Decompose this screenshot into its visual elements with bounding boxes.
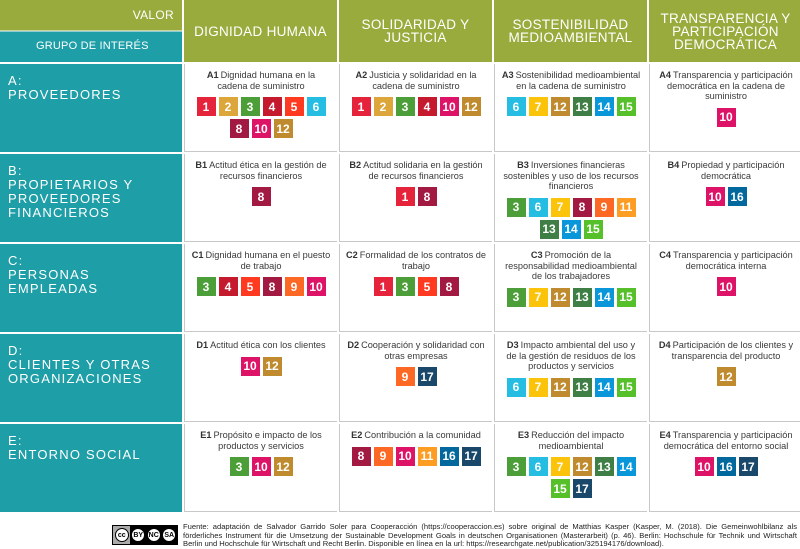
row-letter: B: [8,163,23,178]
cell-code: D2 [347,340,360,350]
sdg-badge-11: 11 [418,447,437,466]
cell-title [495,340,647,372]
cell-text: Propiedad y participación democrática [681,160,785,181]
cell-code: C1 [191,250,204,260]
sdg-badge-12: 12 [274,119,293,138]
cell-text: Impacto ambiental del uso y de la gestión de residuos de los productos y servicios [506,340,636,371]
cell-title [190,340,331,351]
sdg-badge-10: 10 [717,277,736,296]
cell-text: Sostenibilidad medioambiental en la cadena de suministro [515,70,641,91]
sdg-badge-7: 7 [551,457,570,476]
nc-icon: NC [148,529,160,541]
cell-code: A3 [501,70,514,80]
cell-code: A1 [206,70,219,80]
sdg-badge-group [185,97,337,138]
sdg-badge-group [392,367,441,386]
cell-c3 [494,244,647,332]
sdg-badge-10: 10 [706,187,725,206]
sdg-badge-10: 10 [241,357,260,376]
cell-title [495,250,647,282]
footer [0,522,800,549]
cell-title [340,70,492,91]
sdg-badge-group [370,277,463,296]
sdg-badge-8: 8 [252,187,271,206]
cell-title [185,70,337,91]
cell-title [495,70,647,91]
cell-code: E3 [517,430,530,440]
sdg-badge-3: 3 [197,277,216,296]
sdg-badge-3: 3 [241,97,260,116]
sdg-badge-2: 2 [219,97,238,116]
sdg-badge-11: 11 [617,198,636,217]
sdg-badge-6: 6 [529,198,548,217]
cell-text: Reducción del impacto medioambiental [531,430,625,451]
sdg-badge-8: 8 [263,277,282,296]
column-header-sostenibilidad: SOSTENIBILIDAD MEDIOAMBIENTAL [494,0,647,62]
cell-code: C4 [659,250,672,260]
row-header-a [0,64,182,152]
sdg-badge-12: 12 [551,378,570,397]
cell-text: Actitud solidaria en la gestión de recursos financieros [363,160,483,181]
sdg-badge-10: 10 [252,119,271,138]
cc-license-icon [112,525,178,545]
cell-d4 [649,334,800,422]
cell-d3 [494,334,647,422]
cell-title [340,250,492,271]
sdg-badge-group [503,288,640,307]
cell-c2 [339,244,492,332]
sdg-badge-group [193,277,330,296]
sdg-badge-15: 15 [617,97,636,116]
sdg-badge-3: 3 [507,457,526,476]
sdg-badge-group [713,108,740,127]
sdg-badge-5: 5 [241,277,260,296]
sdg-badge-17: 17 [573,479,592,498]
cell-d2 [339,334,492,422]
cell-title [340,160,492,181]
sdg-badge-12: 12 [551,288,570,307]
sdg-badge-group [713,277,740,296]
cell-text: Participación de los clientes y transparencia del producto [671,340,794,361]
row-label: PROVEEDORES [8,87,122,102]
cell-e3 [494,424,647,512]
cell-title [340,340,492,361]
sdg-badge-4: 4 [263,97,282,116]
cell-code: E4 [659,430,671,440]
cell-b1 [184,154,337,242]
sdg-badge-17: 17 [739,457,758,476]
sdg-badge-3: 3 [507,198,526,217]
sdg-badge-3: 3 [396,277,415,296]
cell-text: Transparencia y participación democrática interna [673,250,793,271]
cell-text: Formalidad de los contratos de trabajo [359,250,486,271]
sdg-badge-6: 6 [529,457,548,476]
cell-title [185,160,337,181]
sdg-badge-13: 13 [573,288,592,307]
cell-title [650,70,800,102]
cell-text: Dignidad humana en el puesto de trabajo [205,250,331,271]
sdg-badge-group [495,198,647,239]
row-letter: D: [8,343,24,358]
sdg-badge-9: 9 [374,447,393,466]
sdg-badge-6: 6 [307,97,326,116]
cell-text: Transparencia y participación democrática del entorno social [663,430,793,451]
cell-e4 [649,424,800,512]
header-corner [0,0,182,62]
row-label: ENTORNO SOCIAL [8,447,141,462]
sdg-badge-15: 15 [617,288,636,307]
sdg-badge-12: 12 [462,97,481,116]
cell-b3 [494,154,647,242]
sdg-badge-16: 16 [440,447,459,466]
cell-a3 [494,64,647,152]
sdg-badge-group [713,367,740,386]
sdg-badge-3: 3 [396,97,415,116]
cell-d1 [184,334,337,422]
cell-code: C2 [346,250,358,260]
sdg-badge-7: 7 [529,378,548,397]
sdg-badge-1: 1 [374,277,393,296]
cell-title [650,250,800,271]
sdg-badge-group [248,187,275,206]
sdg-badge-5: 5 [418,277,437,296]
sdg-badge-9: 9 [396,367,415,386]
sdg-badge-14: 14 [617,457,636,476]
sdg-badge-8: 8 [418,187,437,206]
cell-title [650,160,800,181]
cell-title [650,430,800,451]
cell-e2 [339,424,492,512]
cell-b2 [339,154,492,242]
sdg-badge-7: 7 [529,97,548,116]
cell-text: Dignidad humana en la cadena de suministro [217,70,316,91]
sdg-badge-9: 9 [285,277,304,296]
cell-text: Inversiones financieras sostenibles y uso de los recursos financieros [503,160,639,191]
sdg-badge-12: 12 [551,97,570,116]
cell-code: D1 [196,340,209,350]
grupo-label: GRUPO DE INTERÉS [36,40,149,52]
sdg-badge-13: 13 [573,97,592,116]
cell-text: Promoción de la responsabilidad medioambiental de los trabajadores [505,250,637,281]
sdg-badge-10: 10 [440,97,459,116]
sdg-badge-16: 16 [728,187,747,206]
cell-text: Cooperación y solidaridad con otras empresas [361,340,485,361]
cell-text: Justicia y solidaridad en la cadena de suministro [369,70,477,91]
sdg-badge-6: 6 [507,378,526,397]
sdg-badge-1: 1 [352,97,371,116]
column-header-transparencia: TRANSPARENCIA Y PARTICIPACIÓN DEMOCRÁTICA [649,0,800,62]
cell-title [185,250,337,271]
sdg-badge-6: 6 [507,97,526,116]
cell-e1 [184,424,337,512]
cell-code: C3 [530,250,543,260]
cell-text: Transparencia y participación democrática en la cadena de suministro [667,70,793,101]
sdg-badge-group [226,457,297,476]
sdg-badge-8: 8 [573,198,592,217]
row-header-c [0,244,182,332]
sdg-badge-12: 12 [274,457,293,476]
cell-title [345,430,487,441]
row-label: PROPIETARIOS Y PROVEEDORES FINANCIEROS [8,177,134,220]
sdg-badge-12: 12 [717,367,736,386]
sdg-badge-7: 7 [551,198,570,217]
cell-title [495,160,647,192]
row-header-e [0,424,182,512]
cell-code: E1 [200,430,212,440]
sdg-badge-group [237,357,286,376]
cc-label: cc [115,528,129,542]
sdg-badge-group [392,187,441,206]
sdg-badge-14: 14 [562,220,581,239]
cell-code: B1 [195,160,208,170]
sdg-badge-12: 12 [263,357,282,376]
sdg-badge-10: 10 [717,108,736,127]
sdg-badge-17: 17 [418,367,437,386]
sdg-badge-group [348,97,485,116]
sdg-badge-1: 1 [396,187,415,206]
sdg-badge-9: 9 [595,198,614,217]
sdg-badge-13: 13 [573,378,592,397]
cell-code: B4 [667,160,680,170]
sdg-badge-15: 15 [584,220,603,239]
cell-code: A4 [659,70,672,80]
sdg-badge-group [691,457,762,476]
by-icon: BY [132,529,144,541]
sdg-badge-4: 4 [219,277,238,296]
sdg-badge-2: 2 [374,97,393,116]
row-letter: C: [8,253,24,268]
cell-a2 [339,64,492,152]
cell-code: B3 [517,160,529,170]
row-header-d [0,334,182,422]
row-letter: E: [8,433,23,448]
sdg-badge-13: 13 [540,220,559,239]
cell-text: Propósito e impacto de los productos y servicios [213,430,322,451]
sdg-badge-10: 10 [695,457,714,476]
sdg-badge-15: 15 [551,479,570,498]
cell-code: A2 [355,70,368,80]
sdg-badge-14: 14 [595,97,614,116]
sdg-badge-17: 17 [462,447,481,466]
column-header-dignidad: DIGNIDAD HUMANA [184,0,337,62]
cell-code: D3 [506,340,519,350]
sa-icon: SA [163,529,175,541]
sdg-badge-group [702,187,751,206]
sdg-badge-12: 12 [573,457,592,476]
cell-code: B2 [349,160,362,170]
sdg-badge-group [495,457,647,498]
sdg-badge-group [503,97,640,116]
cell-title [650,340,800,361]
sdg-badge-3: 3 [507,288,526,307]
row-label: CLIENTES Y OTRAS ORGANIZACIONES [8,357,151,386]
row-header-b [0,154,182,242]
cell-text: Contribución a la comunidad [364,430,481,440]
row-label: PERSONAS EMPLEADAS [8,267,99,296]
sdg-badge-8: 8 [352,447,371,466]
sdg-badge-15: 15 [617,378,636,397]
sdg-badge-group [503,378,640,397]
sdg-badge-10: 10 [396,447,415,466]
sdg-badge-14: 14 [595,288,614,307]
sdg-badge-1: 1 [197,97,216,116]
source-citation: Fuente: adaptación de Salvador Garrido Soler para Cooperacción (https://cooperaccion.es) sobre original de Matthias Kasper (Kasper, M. (2018). Die Gemeinwohlbilanz als förderliches Instrument für die Umsetzung der Sustainable Development Goals in deutschen Organisationen (Masterarbeit) (p. 46). Berlin: Hochschule für Technik und Wirtschaft Berlin und Hochschule für Wirtschaft und Recht Berlin. Disponible en línea en la url: https://researchgate.net/publication/325194176/download). [183,522,797,549]
sdg-badge-16: 16 [717,457,736,476]
sdg-badge-7: 7 [529,288,548,307]
sdg-badge-13: 13 [595,457,614,476]
sdg-badge-8: 8 [230,119,249,138]
sdg-badge-10: 10 [252,457,271,476]
cell-code: D4 [658,340,671,350]
cell-title [185,430,337,451]
cell-text: Actitud ética con los clientes [210,340,326,350]
sdg-badge-10: 10 [307,277,326,296]
row-letter: A: [8,73,23,88]
sdg-badge-group [348,447,485,466]
sdg-badge-5: 5 [285,97,304,116]
cell-code: E2 [351,430,363,440]
sdg-badge-8: 8 [440,277,459,296]
cell-c1 [184,244,337,332]
cell-a4 [649,64,800,152]
column-header-solidaridad: SOLIDARIDAD Y JUSTICIA [339,0,492,62]
cell-b4 [649,154,800,242]
cell-c4 [649,244,800,332]
valor-label: VALOR [132,8,174,22]
cell-a1 [184,64,337,152]
sdg-badge-14: 14 [595,378,614,397]
sdg-badge-4: 4 [418,97,437,116]
cell-text: Actitud ética en la gestión de recursos financieros [209,160,327,181]
cell-title [495,430,647,451]
sdg-badge-3: 3 [230,457,249,476]
